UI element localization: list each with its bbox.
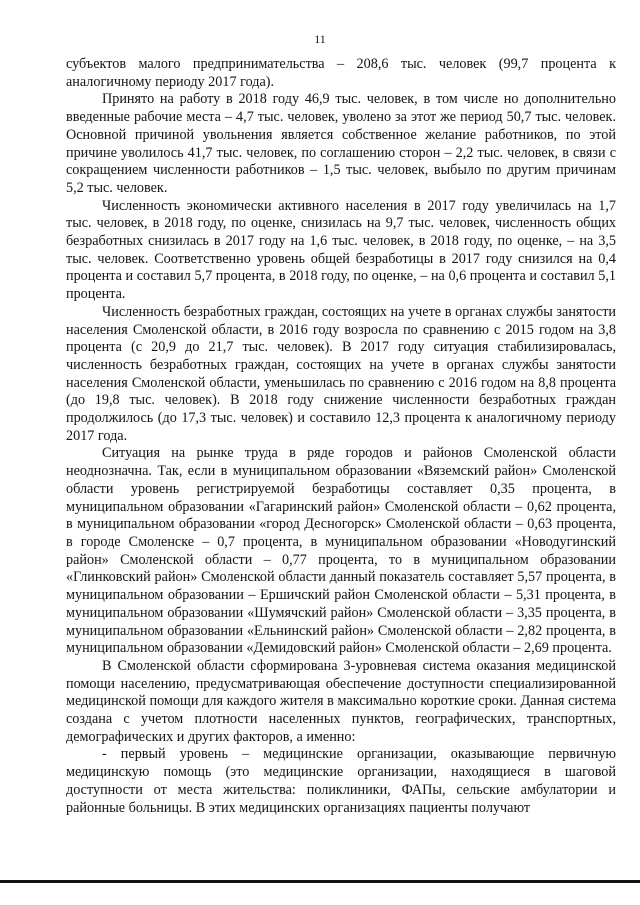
paragraph-registered-unemployed: Численность безработных граждан, состоящих на учете в органах службы занятости населения Смоленской области, в 2016 году возросла по сравнению с 2015 годом на 3,8 процента (с 20,9 до 21,7 тыс. человек). В 2017 году ситуация стабилизировалась, численность безработных граждан, состоящих на учете в органах службы занятости населения Смоленской области, уменьшилась по сравнению с 2016 годом на 8,8 процента (до 19,8 тыс. человек). В 2018 году снижение численности безработных граждан продолжилось (до 17,3 тыс. человек) и составило 12,3 процента к аналогичному периоду 2017 года.: [66, 303, 616, 444]
paragraph-hiring: Принято на работу в 2018 году 46,9 тыс. человек, в том числе но дополнительно введенные рабочие места – 4,7 тыс. человек, уволено за этот же период 50,7 тыс. человек. Основной причиной увольнения является собственное желание работников, по этой причине уволилось 41,7 тыс. человек, по соглашению сторон – 2,2 тыс. человек, в связи с сокращением численности работников – 1,5 тыс. человек, выбыло по другим причинам 5,2 тыс. человек.: [66, 91, 616, 196]
page-number: 11: [314, 32, 326, 46]
paragraph-active-population: Численность экономически активного населения в 2017 году увеличилась на 1,7 тыс. человек, в 2018 году, по оценке, снизилась на 9,7 тыс. человек, численность общих безработных снизилась в 2017 году на 1,6 тыс. человек, в 2018 году, по оценке, – на 3,5 тыс. человек. Соответственно уровень общей безработицы в 2017 году снизился на 0,4 процента и составил 5,7 процента, в 2018 году, по оценке, – на 0,6 процента и составил 5,1 процента.: [66, 197, 616, 303]
scan-bottom-border: [0, 880, 640, 883]
paragraph-first-level: - первый уровень – медицинские организации, оказывающие первичную медицинскую помощь (это медицинские организации, находящиеся в шаговой доступности от места жительства: поликлиники, ФАПы, сельские амбулатории и районные больницы. В этих медицинских организациях пациенты получают: [66, 746, 616, 816]
document-body: [66, 56, 616, 817]
paragraph-continuation: субъектов малого предпринимательства – 208,6 тыс. человек (99,7 процента к аналогичному периоду 2017 года).: [66, 56, 616, 90]
paragraph-medical-system: В Смоленской области сформирована 3-уровневая система оказания медицинской помощи населению, предусматривающая обеспечение доступности специализированной медицинской помощи для каждого жителя в максимально короткие сроки. Данная система создана с учетом плотности населенных пунктов, географических, транспортных, демографических и других факторов, а именно:: [66, 657, 616, 745]
paragraph-regional-situation: Ситуация на рынке труда в ряде городов и районов Смоленской области неоднозначна. Так, если в муниципальном образовании «Вяземский район» Смоленской области уровень регистрируемой безработицы составляет 0,35 процента, в муниципальном образовании «Гагаринский район» Смоленской области – 0,62 процента, в муниципальном образовании «город Десногорск» Смоленской области – 0,63 процента, в городе Смоленске – 0,7 процента, в муниципальном образовании «Новодугинский район» Смоленской области – 0,77 процента, то в муниципальном образовании «Глинковский район» Смоленской области данный показатель составляет 5,57 процента, в муниципальном образовании – Ершичский район Смоленской области – 5,31 процента, в муниципальном образовании «Шумячский район» Смоленской области – 3,35 процента, в муниципальном образовании «Ельнинский район» Смоленской области – 2,82 процента, в муниципальном образовании «Демидовский район» Смоленской области – 2,69 процента.: [66, 445, 616, 657]
